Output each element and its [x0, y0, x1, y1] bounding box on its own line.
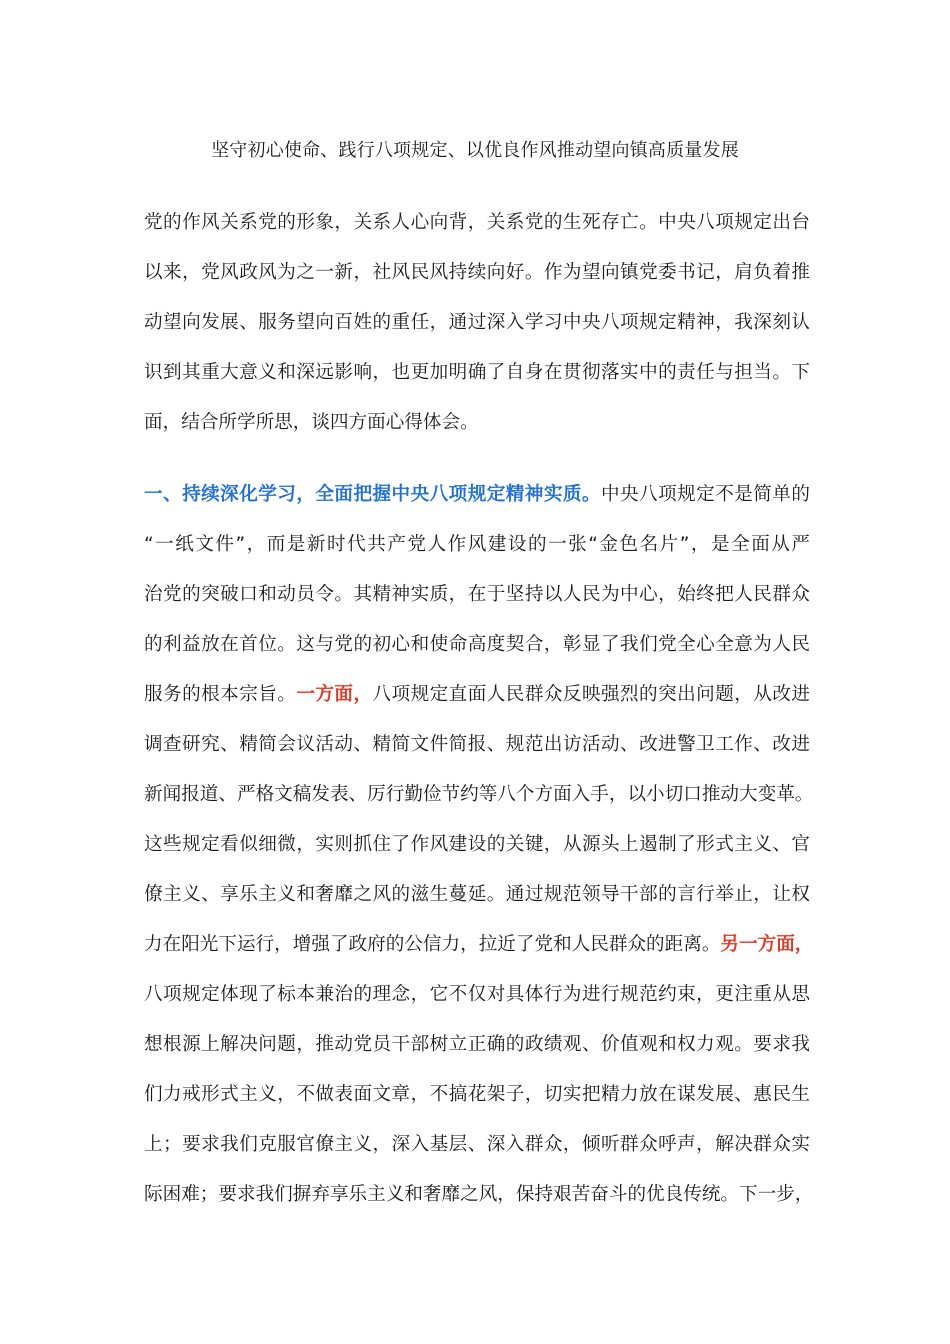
intro-line-2: 以来，党风政风为之一新，社风民风持续向好。作为望向镇党委书记，肩负着推	[144, 262, 810, 283]
document-title: 坚守初心使命、践行八项规定、以优良作风推动望向镇高质量发展	[211, 140, 739, 161]
section-1-line-11: 八项规定体现了标本兼治的理念，它不仅对具体行为进行规范约束，更注重从思	[144, 984, 810, 1005]
intro-line-3: 动望向发展、服务望向百姓的重任，通过深入学习中央八项规定精神，我深刻认	[144, 312, 810, 333]
section-1-line-5	[144, 678, 810, 728]
section-1-line-5-pre: 服务的根本宗旨。	[144, 684, 297, 705]
section-1-line-15: 际困难；要求我们摒弃享乐主义和奢靡之风，保持艰苦奋斗的优良传统。下一步，	[144, 1184, 814, 1205]
marker-one-aspect: 一方面，	[296, 684, 373, 705]
section-1-line-13: 们力戒形式主义，不做表面文章，不搞花架子，切实把精力放在谋发展、惠民生	[144, 1084, 810, 1105]
section-1-line-1	[144, 478, 810, 528]
intro-line-4: 识到其重大意义和深远影响，也更加明确了自身在贯彻落实中的责任与担当。下	[144, 362, 810, 383]
intro-paragraph	[144, 206, 810, 456]
marker-other-aspect: 另一方面，	[720, 934, 814, 955]
section-1-line-2: “一纸文件”，而是新时代共产党人作风建设的一张“金色名片”，是全面从严	[144, 534, 810, 555]
section-1-line-12: 想根源上解决问题，推动党员干部树立正确的政绩观、价值观和权力观。要求我	[144, 1034, 810, 1055]
section-1-line-1-rest: 中央八项规定不是简单的	[600, 484, 810, 505]
section-1-line-10	[144, 928, 814, 978]
section-1-paragraph	[144, 478, 814, 1228]
intro-line-5: 面，结合所学所思，谈四方面心得体会。	[144, 412, 479, 433]
section-1-line-7: 新闻报道、严格文稿发表、厉行勤俭节约等八个方面入手，以小切口推动大变革。	[144, 784, 814, 805]
section-1-line-9: 僚主义、享乐主义和奢靡之风的滋生蔓延。通过规范领导干部的言行举止，让权	[144, 884, 810, 905]
section-1-line-10-pre: 力在阳光下运行，增强了政府的公信力，拉近了党和人民群众的距离。	[144, 934, 721, 955]
section-1-line-5-post: 八项规定直面人民群众反映强烈的突出问题，从改进	[372, 684, 810, 705]
section-1-line-6: 调查研究、精简会议活动、精简文件简报、规范出访活动、改进警卫工作、改进	[144, 734, 810, 755]
section-1-line-3: 治党的突破口和动员令。其精神实质，在于坚持以人民为中心，始终把人民群众	[144, 584, 810, 605]
section-1-heading: 一、持续深化学习，全面把握中央八项规定精神实质。	[144, 484, 601, 505]
section-1-line-4: 的利益放在首位。这与党的初心和使命高度契合，彰显了我们党全心全意为人民	[144, 634, 810, 655]
section-1-line-8: 这些规定看似细微，实则抓住了作风建设的关键，从源头上遏制了形式主义、官	[144, 834, 810, 855]
intro-line-1: 党的作风关系党的形象，关系人心向背，关系党的生死存亡。中央八项规定出台	[144, 212, 810, 233]
section-1-line-14: 上；要求我们克服官僚主义，深入基层、深入群众，倾听群众呼声，解决群众实	[144, 1134, 810, 1155]
